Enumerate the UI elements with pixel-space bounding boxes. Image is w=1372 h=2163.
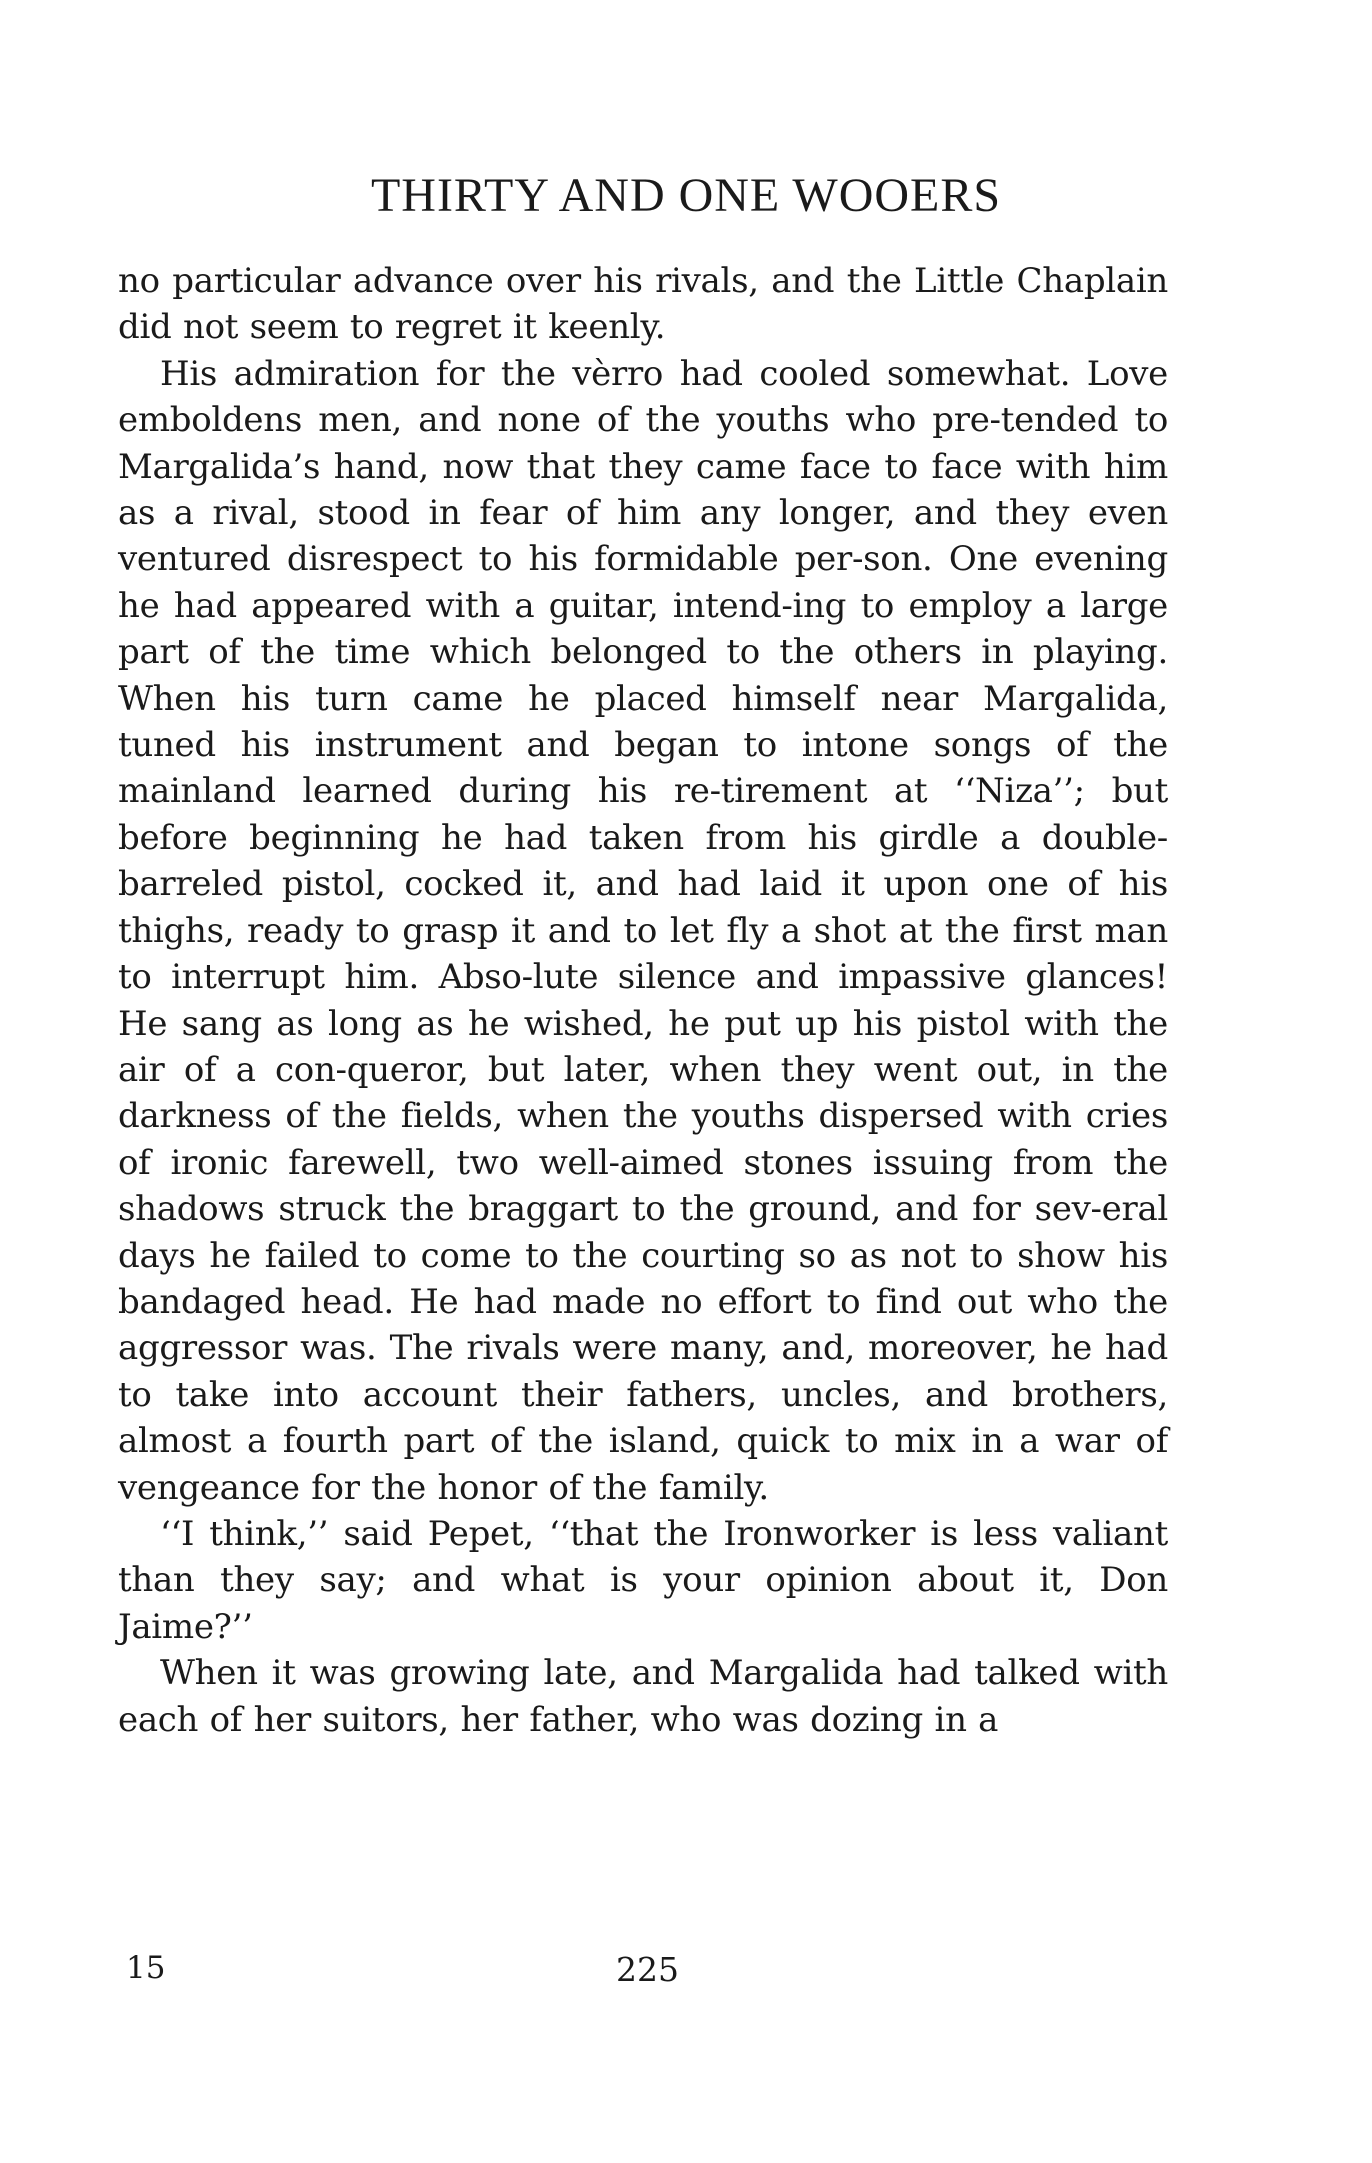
signature-mark: 15 bbox=[126, 1950, 166, 1986]
paragraph-1: no particular advance over his rivals, and the Little Chaplain did not seem to regret it keenly. bbox=[118, 261, 1168, 348]
body-text bbox=[118, 258, 1168, 1743]
paragraph-4: When it was growing late, and Margalida had talked with each of her suitors, her father, who was dozing in a bbox=[118, 1653, 1168, 1740]
page-footer bbox=[118, 1950, 1168, 1990]
page-number: 225 bbox=[616, 1950, 679, 1989]
paragraph-2: His admiration for the vèrro had cooled somewhat. Love emboldens men, and none of the youths who pre-tended to Margalida’s hand, now that they came face to face with him as a rival, stood in fear of him any longer, and they even ventured disrespect to his formidable per-son. One evening he had appeared with a guitar, intend-ing to employ a large part of the time which belonged to the others in playing. When his turn came he placed himself near Margalida, tuned his instrument and began to intone songs of the mainland learned during his re-tirement at ‘‘Niza’’; but before beginning he had taken from his girdle a double-barreled pistol, cocked it, and had laid it upon one of his thighs, ready to grasp it and to let fly a shot at the first man to interrupt him. Abso-lute silence and impassive glances! He sang as long as he wished, he put up his pistol with the air of a con-queror, but later, when they went out, in the darkness of the fields, when the youths dispersed with cries of ironic farewell, two well-aimed stones issuing from the shadows struck the braggart to the ground, and for sev-eral days he failed to come to the courting so as not to show his bandaged head. He had made no effort to find out who the aggressor was. The rivals were many, and, moreover, he had to take into account their fathers, uncles, and brothers, almost a fourth part of the island, quick to mix in a war of vengeance for the honor of the family. bbox=[118, 353, 1168, 1508]
running-title: THIRTY AND ONE WOOERS bbox=[370, 169, 1002, 222]
paragraph-3: ‘‘I think,’’ said Pepet, ‘‘that the Ironworker is less valiant than they say; and what is your opinion about it, Don Jaime?’’ bbox=[118, 1513, 1168, 1647]
